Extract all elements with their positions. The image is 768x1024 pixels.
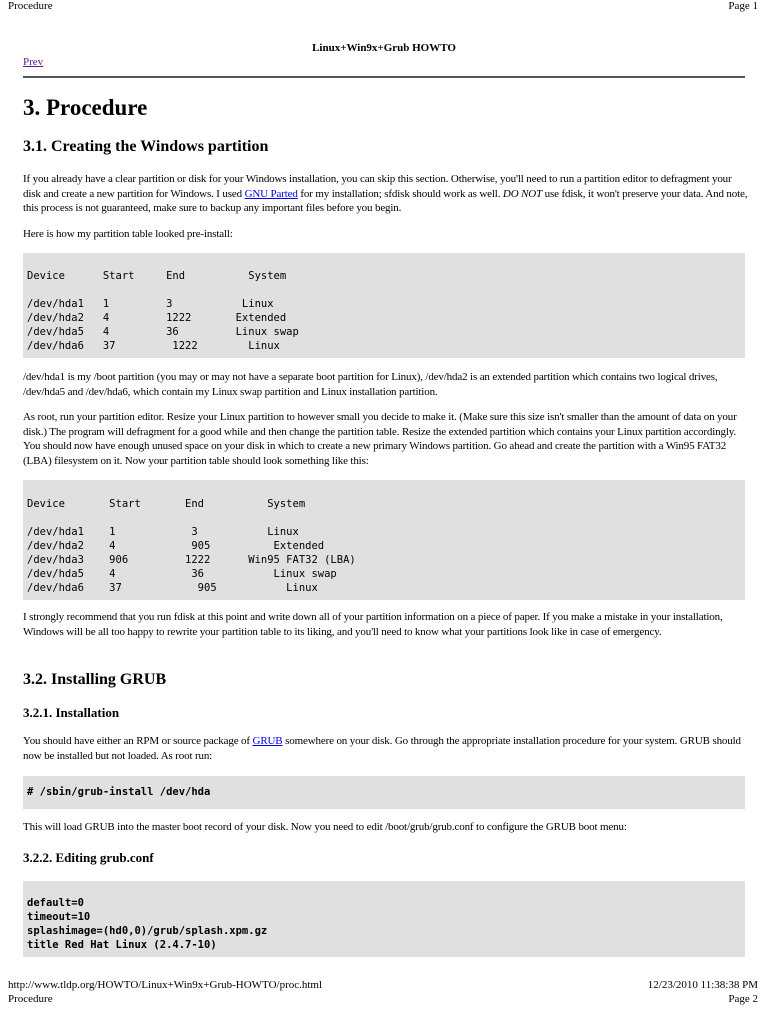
do-not-emphasis: DO NOT [502,187,543,200]
grub-conf-code-text: default=0 timeout=10 splashimage=(hd0,0)/grub/splash.xpm.gz title Red Hat Linux (2.4.7-10) [27,897,268,951]
partition-table-after [23,480,745,600]
paragraph-intro [23,172,748,216]
grub-install-command [23,776,745,809]
partition-table-before-text: Device Start End System /dev/hda1 1 3 Linux /dev/hda2 4 1222 Extended /dev/hda5 4 36 Linux swap /dev/hda6 37 1222 Linux [27,270,299,352]
subsection-heading-creating-windows-partition: 3.1. Creating the Windows partition [23,138,269,155]
paragraph-grub-text-a: You should have either an RPM or source package of [23,735,253,747]
doc-title: Linux+Win9x+Grub HOWTO [312,42,456,54]
paragraph-resize-instructions: As root, run your partition editor. Resize your Linux partition to however small you decide to make it. (Make sure this size isn't smaller than the amount of data on your disk.) The program will defragment for a good while and then change the partition table. Resize the extended partition which contains your Linux partition accordingly. You should now have enough unused space on your disk in which to create a new primary Windows partition. Go ahead and create the partition with a Win95 FAT32 (LBA) filesystem on it. Now your partition table should look something like this: [23,411,737,467]
partition-table-before [23,253,745,358]
partition-table-after-text: Device Start End System /dev/hda1 1 3 Linux /dev/hda2 4 905 Extended /dev/hda3 906 1222 Win95 FAT32 (LBA) /dev/hda5 4 36 Linux swap /dev/hda6 37 905 Linux [27,498,356,594]
subsubsection-heading-editing-grub-conf: 3.2.2. Editing grub.conf [23,850,154,865]
next-page-header-left: Procedure [8,993,53,1005]
grub-link[interactable]: GRUB [252,735,283,747]
paragraph-grub-text-b: somewhere on your disk. Go through the appropriate installation procedure for your system. GRUB should now be installed but not loaded. As root run: [23,735,741,762]
page-header-right: Page 1 [728,0,758,12]
paragraph-grub-package [23,734,748,763]
paragraph-pre-install: Here is how my partition table looked pre-install: [23,228,233,240]
grub-conf-code [23,881,745,957]
page-header-left: Procedure [8,0,53,12]
paragraph-intro-text-a: If you already have a clear partition or disk for your Windows installation, you can skip this section. Otherwise, you'll need to run a partition editor to defragment your disk and create a new partition for Windows. I used [23,173,732,200]
gnu-parted-link[interactable]: GNU Parted [244,187,298,200]
paragraph-mbr: This will load GRUB into the master boot record of your disk. Now you need to edit /boot/grub/grub.conf to configure the GRUB boot menu: [23,821,627,833]
subsubsection-heading-installation: 3.2.1. Installation [23,705,120,720]
next-page-header-right: Page 2 [728,993,758,1005]
paragraph-hda-description: /dev/hda1 is my /boot partition (you may or may not have a separate boot partition for Linux), /dev/hda2 is an extended partition which contains two logical drives, /dev/hda5 and /dev/hda6, which contain my Linux swap partition and Linux installation partition. [23,371,718,398]
section-heading-procedure: 3. Procedure [23,95,148,120]
footer-datetime: 12/23/2010 11:38:38 PM [647,979,758,991]
header-rule [23,76,745,78]
paragraph-intro-text-c: use fdisk, it won't preserve your data. And note, this process is not guaranteed, make sure to backup any important files before you begin. [23,187,748,214]
prev-link[interactable]: Prev [23,56,44,68]
grub-install-command-text: # /sbin/grub-install /dev/hda [27,786,211,798]
paragraph-intro-text-b: for my installation; sfdisk should work as well. [297,187,503,200]
footer-url: http://www.tldp.org/HOWTO/Linux+Win9x+Grub-HOWTO/proc.html [8,979,323,991]
paragraph-fdisk-recommendation: I strongly recommend that you run fdisk at this point and write down all of your partition information on a piece of paper. If you make a mistake in your installation, Windows will be all too happy to rewrite your partition table to its liking, and you'll need to know what your partitions look like in case of emergency. [23,611,723,638]
subsection-heading-installing-grub: 3.2. Installing GRUB [23,671,167,688]
